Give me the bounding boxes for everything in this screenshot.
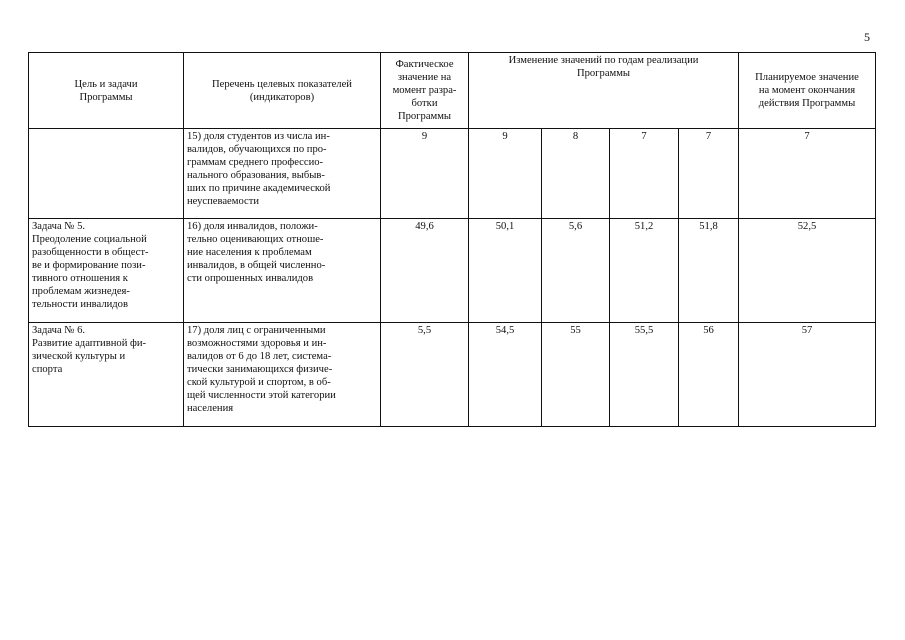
year-value-cell: 9 [469,129,542,219]
year-value-cell: 51,2 [610,219,679,323]
planned-value-cell: 57 [739,323,876,427]
table-row [29,129,876,219]
header-planned-value: Планируемое значение на момент окончания действия Программы [739,53,876,129]
indicator-cell: 15) доля студентов из числа ин- валидов, обучающихся по про- граммам среднего профессио- нального образования, выбыв- ших по причине академической неуспеваемости [184,129,381,219]
year-value-cell: 55 [542,323,610,427]
year-value-cell: 7 [679,129,739,219]
year-value-cell: 55,5 [610,323,679,427]
actual-value-cell: 49,6 [381,219,469,323]
year-value-cell: 51,8 [679,219,739,323]
header-row [29,53,876,129]
actual-value-cell: 5,5 [381,323,469,427]
year-value-cell: 56 [679,323,739,427]
table-row [29,323,876,427]
table-row [29,219,876,323]
year-value-cell: 50,1 [469,219,542,323]
year-value-cell: 7 [610,129,679,219]
goal-cell: Задача № 5. Преодоление социальной разобщенности в общест- ве и формирование пози- тивного отношения к проблемам жизнедея- тельности инвалидов [29,219,184,323]
indicator-cell: 16) доля инвалидов, положи- тельно оценивающих отноше- ние населения к проблемам инвалидов, в общей численно- сти опрошенных инвалидов [184,219,381,323]
goal-cell: Задача № 6. Развитие адаптивной фи- зической культуры и спорта [29,323,184,427]
header-goal: Цель и задачи Программы [29,53,184,129]
year-value-cell: 8 [542,129,610,219]
indicator-cell: 17) доля лиц с ограниченными возможностями здоровья и ин- валидов от 6 до 18 лет, система- тически занимающихся физиче- ской культурой и спортом, в об- щей численности этой категории населения [184,323,381,427]
header-actual-value: Фактическое значение на момент разра- ботки Программы [381,53,469,129]
header-years-change: Изменение значений по годам реализации Программы [469,53,739,129]
page-number: 5 [864,30,870,44]
planned-value-cell: 7 [739,129,876,219]
year-value-cell: 54,5 [469,323,542,427]
targets-table [28,52,876,427]
year-value-cell: 5,6 [542,219,610,323]
planned-value-cell: 52,5 [739,219,876,323]
header-indicators: Перечень целевых показателей (индикаторов) [184,53,381,129]
actual-value-cell: 9 [381,129,469,219]
goal-cell [29,129,184,219]
